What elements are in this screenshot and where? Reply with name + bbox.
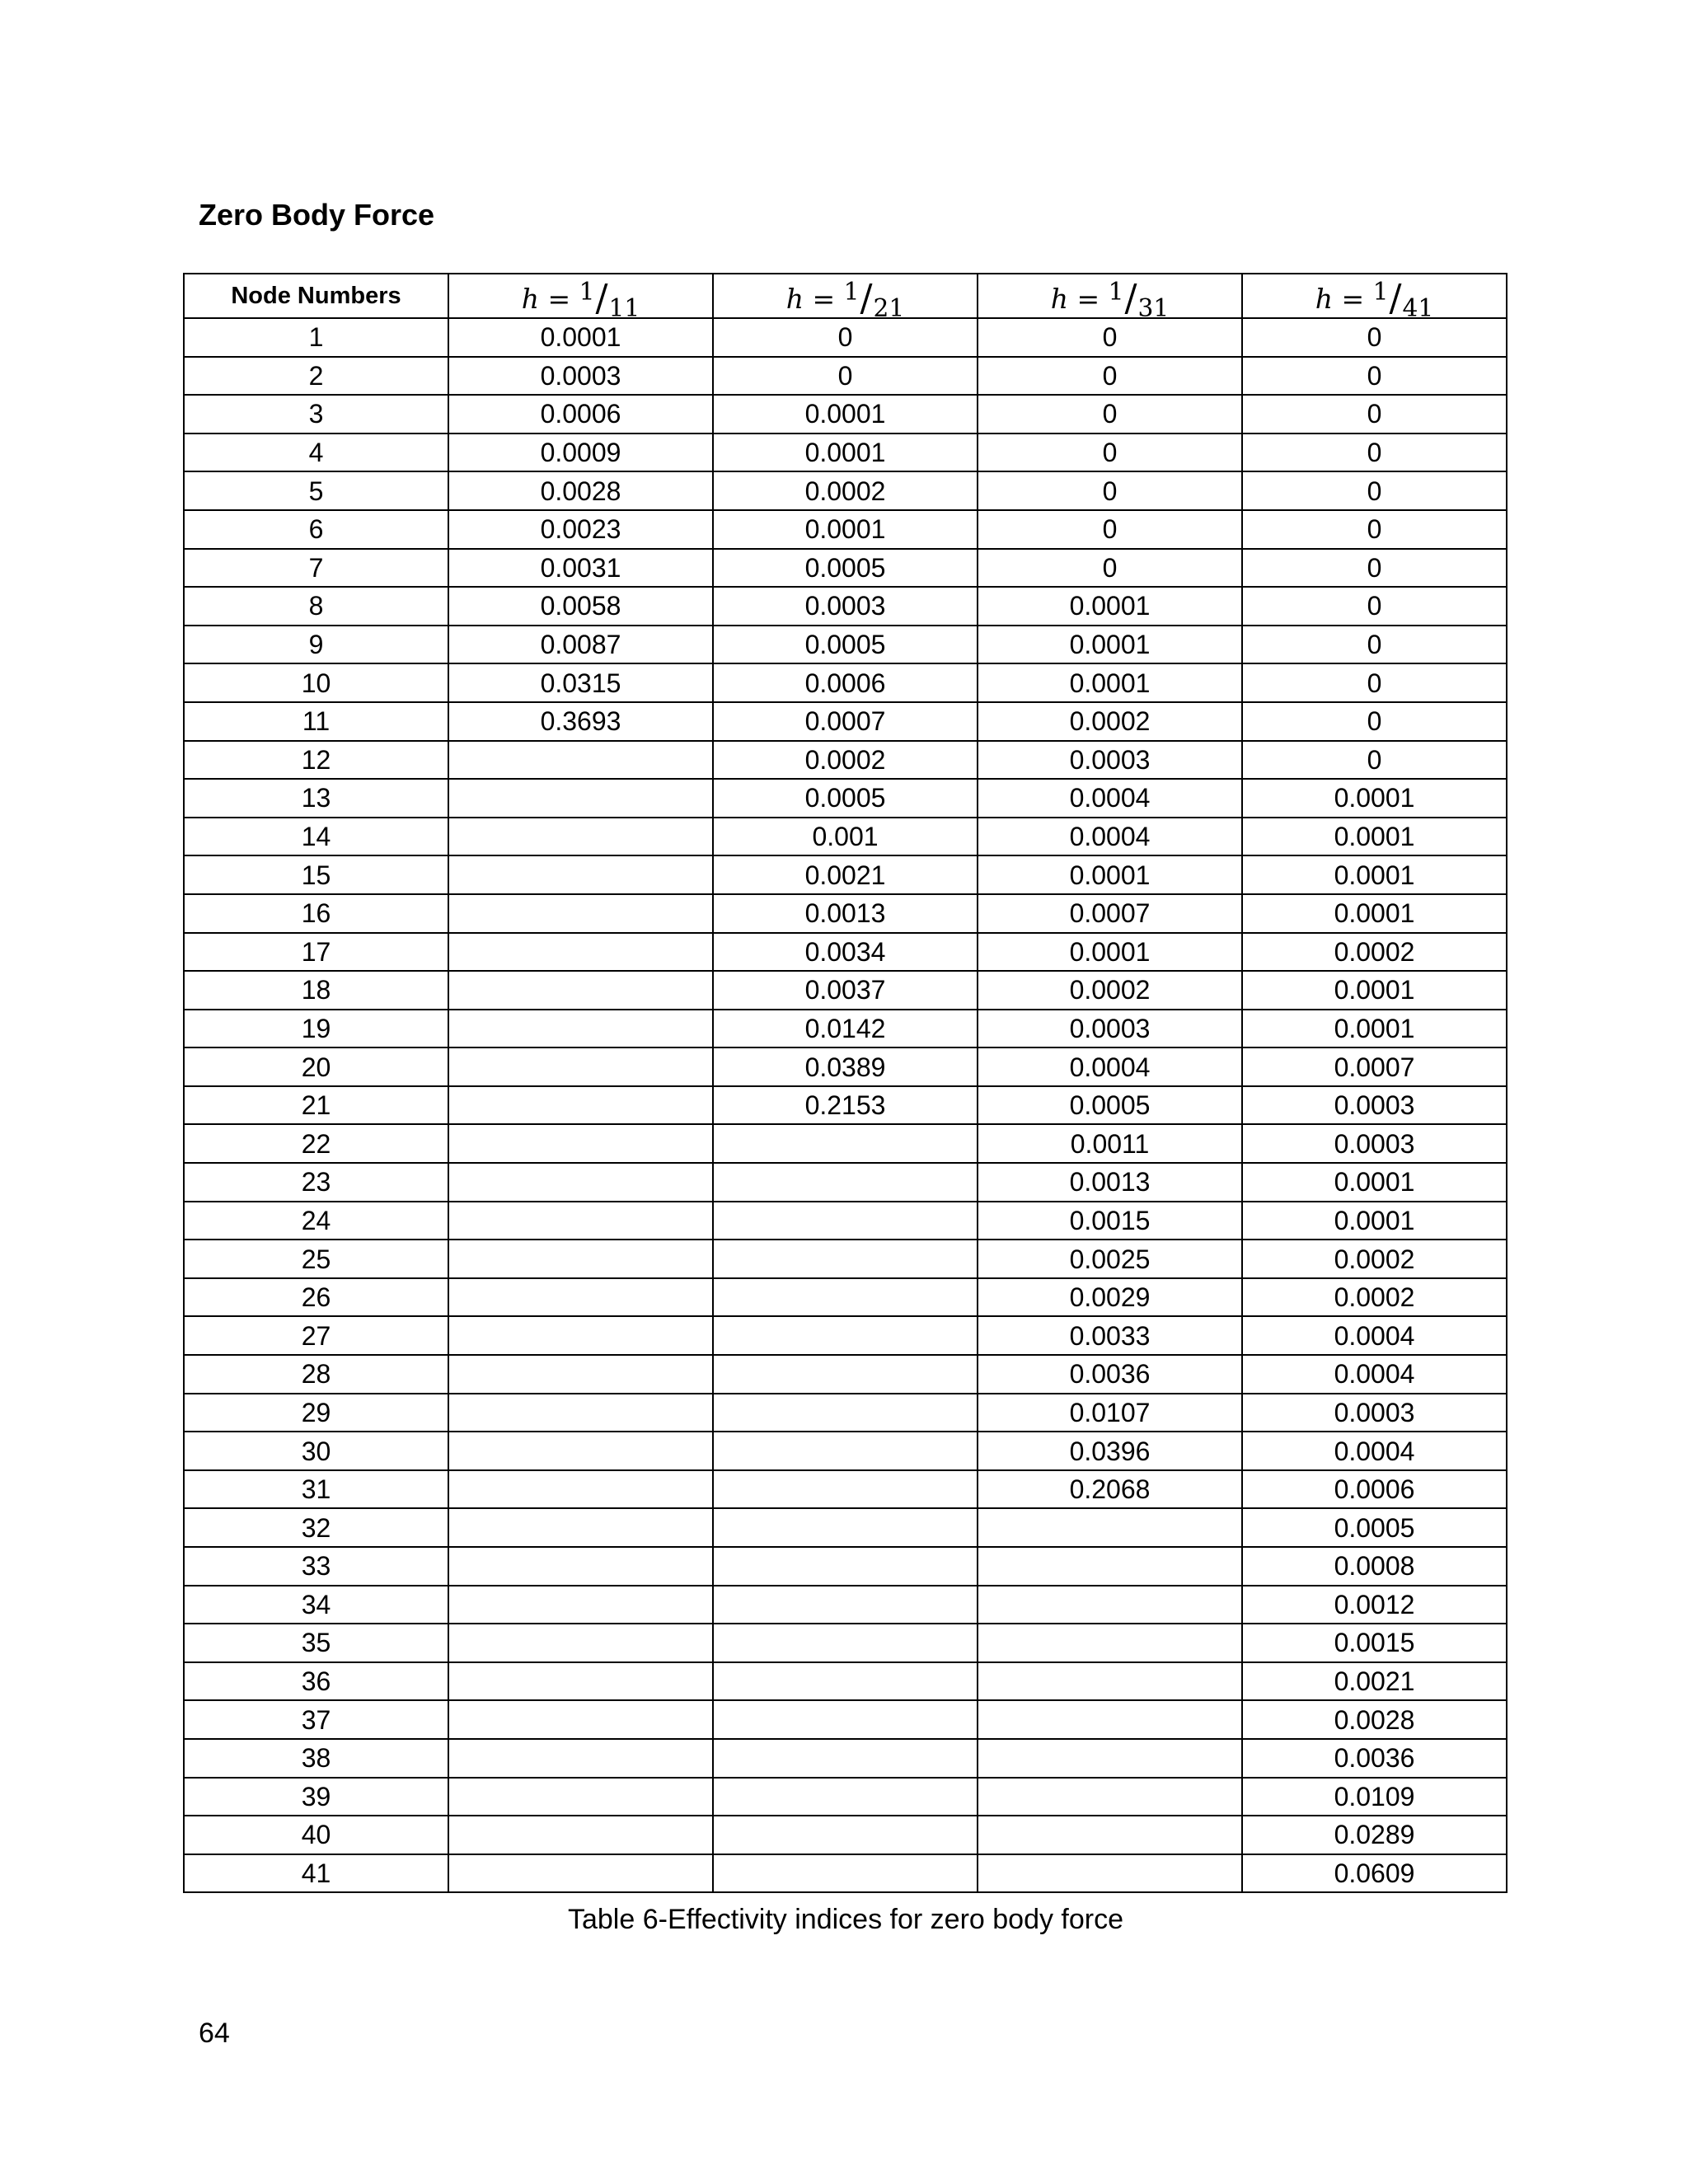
node-number-cell: 35 [184, 1624, 448, 1662]
table-row [184, 1586, 1507, 1624]
value-cell-h41: 0 [1242, 741, 1507, 780]
value-cell-h41: 0.0002 [1242, 1240, 1507, 1278]
value-cell-h41: 0.0012 [1242, 1586, 1507, 1624]
fraction-numerator: 1 [1372, 277, 1389, 307]
value-cell-h11 [448, 1739, 713, 1778]
table-row [184, 663, 1507, 702]
value-cell-h11: 0.3693 [448, 702, 713, 741]
value-cell-h31: 0.0001 [978, 855, 1242, 894]
value-cell-h21: 0 [713, 357, 978, 396]
table-row [184, 1739, 1507, 1778]
node-number-cell: 29 [184, 1394, 448, 1432]
value-cell-h31 [978, 1739, 1242, 1778]
value-cell-h31: 0.0005 [978, 1086, 1242, 1125]
value-cell-h31: 0.0001 [978, 626, 1242, 664]
value-cell-h31: 0 [978, 318, 1242, 357]
table-row [184, 626, 1507, 664]
value-cell-h41: 0.0003 [1242, 1124, 1507, 1163]
table-row [184, 1010, 1507, 1048]
value-cell-h41: 0 [1242, 626, 1507, 664]
value-cell-h21: 0.0037 [713, 971, 978, 1010]
equals-sign: = [1067, 283, 1109, 315]
value-cell-h11 [448, 1700, 713, 1739]
value-cell-h11 [448, 1662, 713, 1701]
value-cell-h21 [713, 1124, 978, 1163]
value-cell-h31: 0 [978, 510, 1242, 549]
value-cell-h41: 0.0006 [1242, 1470, 1507, 1509]
fraction-slash: / [860, 276, 873, 318]
value-cell-h31: 0.0004 [978, 779, 1242, 818]
value-cell-h31: 0.0015 [978, 1202, 1242, 1240]
value-cell-h21: 0.0006 [713, 663, 978, 702]
value-cell-h41: 0.0005 [1242, 1508, 1507, 1547]
value-cell-h11: 0.0006 [448, 395, 713, 434]
value-cell-h11 [448, 1778, 713, 1816]
value-cell-h21: 0.0142 [713, 1010, 978, 1048]
value-cell-h21 [713, 1586, 978, 1624]
value-cell-h21 [713, 1662, 978, 1701]
value-cell-h21 [713, 1700, 978, 1739]
h-variable: h [1315, 283, 1333, 315]
effectivity-table-container [183, 273, 1507, 1893]
table-row [184, 1163, 1507, 1202]
value-cell-h31: 0.0396 [978, 1432, 1242, 1470]
table-row [184, 1240, 1507, 1278]
node-number-cell: 11 [184, 702, 448, 741]
node-number-cell: 17 [184, 933, 448, 972]
fraction-numerator: 1 [579, 277, 595, 307]
node-number-cell: 41 [184, 1854, 448, 1893]
value-cell-h21 [713, 1240, 978, 1278]
node-number-cell: 23 [184, 1163, 448, 1202]
value-cell-h11 [448, 1278, 713, 1317]
fraction-denominator: 31 [1137, 293, 1170, 318]
value-cell-h11 [448, 1355, 713, 1394]
value-cell-h41: 0 [1242, 549, 1507, 588]
value-cell-h21 [713, 1547, 978, 1586]
node-number-cell: 15 [184, 855, 448, 894]
table-row [184, 1394, 1507, 1432]
value-cell-h21 [713, 1278, 978, 1317]
value-cell-h21 [713, 1394, 978, 1432]
value-cell-h21: 0.0002 [713, 741, 978, 780]
value-cell-h41: 0.0028 [1242, 1700, 1507, 1739]
value-cell-h21: 0.0389 [713, 1047, 978, 1086]
equals-sign: = [538, 283, 579, 315]
table-row [184, 395, 1507, 434]
node-number-cell: 8 [184, 587, 448, 626]
h-variable: h [785, 283, 804, 315]
fraction-numerator: 1 [1108, 277, 1124, 307]
table-row [184, 1624, 1507, 1662]
value-cell-h11 [448, 1124, 713, 1163]
value-cell-h31 [978, 1700, 1242, 1739]
header-row [184, 274, 1507, 318]
table-row [184, 702, 1507, 741]
value-cell-h21 [713, 1508, 978, 1547]
value-cell-h21: 0.001 [713, 818, 978, 856]
table-row [184, 510, 1507, 549]
value-cell-h41: 0.0021 [1242, 1662, 1507, 1701]
value-cell-h11 [448, 1163, 713, 1202]
value-cell-h31: 0 [978, 471, 1242, 510]
value-cell-h11 [448, 1508, 713, 1547]
value-cell-h21: 0.0007 [713, 702, 978, 741]
node-number-cell: 40 [184, 1816, 448, 1854]
value-cell-h31: 0.0001 [978, 933, 1242, 972]
node-number-cell: 2 [184, 357, 448, 396]
value-cell-h21: 0.0003 [713, 587, 978, 626]
step-size-header-h41 [1242, 274, 1507, 318]
table-row [184, 1854, 1507, 1893]
value-cell-h41: 0 [1242, 587, 1507, 626]
node-number-cell: 36 [184, 1662, 448, 1701]
node-number-cell: 25 [184, 1240, 448, 1278]
node-number-cell: 28 [184, 1355, 448, 1394]
value-cell-h31 [978, 1778, 1242, 1816]
value-cell-h41: 0.0001 [1242, 818, 1507, 856]
page-number: 64 [199, 2018, 230, 2049]
table-row [184, 1047, 1507, 1086]
h-variable: h [521, 283, 539, 315]
value-cell-h21 [713, 1355, 978, 1394]
table-row [184, 357, 1507, 396]
table-row [184, 549, 1507, 588]
node-number-cell: 21 [184, 1086, 448, 1125]
node-number-cell: 24 [184, 1202, 448, 1240]
value-cell-h11 [448, 1854, 713, 1893]
value-cell-h31: 0.0025 [978, 1240, 1242, 1278]
value-cell-h11 [448, 971, 713, 1010]
value-cell-h41: 0.0109 [1242, 1778, 1507, 1816]
table-row [184, 471, 1507, 510]
node-number-cell: 37 [184, 1700, 448, 1739]
value-cell-h31: 0.0013 [978, 1163, 1242, 1202]
table-row [184, 1316, 1507, 1355]
value-cell-h31 [978, 1624, 1242, 1662]
value-cell-h21 [713, 1470, 978, 1509]
value-cell-h41: 0 [1242, 357, 1507, 396]
value-cell-h21: 0.0005 [713, 626, 978, 664]
value-cell-h31: 0.0007 [978, 894, 1242, 933]
value-cell-h31: 0.0002 [978, 971, 1242, 1010]
value-cell-h11 [448, 933, 713, 972]
value-cell-h21: 0.0021 [713, 855, 978, 894]
table-row [184, 1816, 1507, 1854]
table-row [184, 933, 1507, 972]
value-cell-h11 [448, 855, 713, 894]
table-row [184, 1470, 1507, 1509]
value-cell-h11: 0.0028 [448, 471, 713, 510]
node-number-cell: 7 [184, 549, 448, 588]
value-cell-h31 [978, 1816, 1242, 1854]
node-number-cell: 4 [184, 434, 448, 472]
step-size-header-h21 [713, 274, 978, 318]
value-cell-h21: 0.0034 [713, 933, 978, 972]
value-cell-h31: 0.0003 [978, 1010, 1242, 1048]
value-cell-h31: 0.0029 [978, 1278, 1242, 1317]
value-cell-h21: 0.0013 [713, 894, 978, 933]
value-cell-h31: 0.0011 [978, 1124, 1242, 1163]
value-cell-h11: 0.0023 [448, 510, 713, 549]
value-cell-h41: 0 [1242, 318, 1507, 357]
value-cell-h21: 0.2153 [713, 1086, 978, 1125]
table-row [184, 894, 1507, 933]
table-row [184, 855, 1507, 894]
fraction-denominator: 41 [1402, 293, 1434, 318]
value-cell-h41: 0.0036 [1242, 1739, 1507, 1778]
node-number-cell: 38 [184, 1739, 448, 1778]
value-cell-h41: 0 [1242, 434, 1507, 472]
value-cell-h21 [713, 1739, 978, 1778]
value-cell-h31 [978, 1854, 1242, 1893]
node-number-cell: 32 [184, 1508, 448, 1547]
value-cell-h11 [448, 818, 713, 856]
table-row [184, 818, 1507, 856]
value-cell-h11 [448, 1432, 713, 1470]
section-heading: Zero Body Force [199, 198, 435, 232]
value-cell-h31: 0.0001 [978, 663, 1242, 702]
fraction-slash: / [595, 276, 608, 318]
value-cell-h41: 0.0004 [1242, 1316, 1507, 1355]
value-cell-h11: 0.0003 [448, 357, 713, 396]
value-cell-h31 [978, 1547, 1242, 1586]
value-cell-h11 [448, 1547, 713, 1586]
value-cell-h41: 0.0004 [1242, 1432, 1507, 1470]
table-row [184, 434, 1507, 472]
value-cell-h11 [448, 1394, 713, 1432]
node-number-cell: 16 [184, 894, 448, 933]
value-cell-h11 [448, 1086, 713, 1125]
value-cell-h41: 0 [1242, 663, 1507, 702]
table-row [184, 1508, 1507, 1547]
equals-sign: = [803, 283, 844, 315]
table-body [184, 318, 1507, 1892]
node-number-cell: 12 [184, 741, 448, 780]
value-cell-h11 [448, 779, 713, 818]
table-header [184, 274, 1507, 318]
value-cell-h31: 0 [978, 549, 1242, 588]
node-numbers-header: Node Numbers [184, 274, 448, 318]
value-cell-h31 [978, 1586, 1242, 1624]
value-cell-h31 [978, 1508, 1242, 1547]
value-cell-h41: 0.0609 [1242, 1854, 1507, 1893]
table-row [184, 1124, 1507, 1163]
node-number-cell: 27 [184, 1316, 448, 1355]
table-row [184, 1662, 1507, 1701]
value-cell-h11 [448, 1047, 713, 1086]
node-number-cell: 39 [184, 1778, 448, 1816]
value-cell-h11 [448, 1624, 713, 1662]
value-cell-h21 [713, 1316, 978, 1355]
value-cell-h11 [448, 1316, 713, 1355]
value-cell-h21: 0.0005 [713, 549, 978, 588]
fraction-denominator: 11 [608, 293, 640, 318]
node-number-cell: 1 [184, 318, 448, 357]
value-cell-h21 [713, 1163, 978, 1202]
value-cell-h11 [448, 1202, 713, 1240]
value-cell-h21 [713, 1624, 978, 1662]
node-number-cell: 20 [184, 1047, 448, 1086]
value-cell-h41: 0.0001 [1242, 1163, 1507, 1202]
value-cell-h41: 0.0008 [1242, 1547, 1507, 1586]
value-cell-h41: 0 [1242, 510, 1507, 549]
value-cell-h21 [713, 1854, 978, 1893]
step-size-header-h31 [978, 274, 1242, 318]
value-cell-h41: 0.0002 [1242, 933, 1507, 972]
node-number-cell: 5 [184, 471, 448, 510]
fraction-numerator: 1 [843, 277, 860, 307]
value-cell-h21: 0 [713, 318, 978, 357]
node-number-cell: 30 [184, 1432, 448, 1470]
value-cell-h41: 0.0015 [1242, 1624, 1507, 1662]
value-cell-h31: 0.0003 [978, 741, 1242, 780]
node-number-cell: 9 [184, 626, 448, 664]
value-cell-h41: 0.0001 [1242, 855, 1507, 894]
value-cell-h31: 0.0036 [978, 1355, 1242, 1394]
table-row [184, 1086, 1507, 1125]
table-row [184, 1202, 1507, 1240]
value-cell-h21: 0.0001 [713, 434, 978, 472]
node-number-cell: 22 [184, 1124, 448, 1163]
node-number-cell: 18 [184, 971, 448, 1010]
table-row [184, 1778, 1507, 1816]
value-cell-h31: 0.0107 [978, 1394, 1242, 1432]
value-cell-h41: 0 [1242, 702, 1507, 741]
node-number-cell: 10 [184, 663, 448, 702]
value-cell-h41: 0.0004 [1242, 1355, 1507, 1394]
table-row [184, 1355, 1507, 1394]
table-row [184, 587, 1507, 626]
value-cell-h11: 0.0001 [448, 318, 713, 357]
value-cell-h41: 0.0001 [1242, 1010, 1507, 1048]
value-cell-h31: 0 [978, 434, 1242, 472]
value-cell-h31: 0 [978, 395, 1242, 434]
value-cell-h41: 0.0002 [1242, 1278, 1507, 1317]
value-cell-h11 [448, 1470, 713, 1509]
node-number-cell: 31 [184, 1470, 448, 1509]
table-row [184, 741, 1507, 780]
table-row [184, 971, 1507, 1010]
fraction-denominator: 21 [873, 293, 905, 318]
node-number-cell: 19 [184, 1010, 448, 1048]
fraction-slash: / [1389, 276, 1402, 318]
value-cell-h11 [448, 1240, 713, 1278]
h-variable: h [1050, 283, 1068, 315]
value-cell-h11 [448, 894, 713, 933]
value-cell-h21 [713, 1202, 978, 1240]
value-cell-h41: 0.0007 [1242, 1047, 1507, 1086]
value-cell-h11 [448, 741, 713, 780]
value-cell-h41: 0.0001 [1242, 894, 1507, 933]
value-cell-h11 [448, 1010, 713, 1048]
value-cell-h11 [448, 1816, 713, 1854]
value-cell-h21 [713, 1778, 978, 1816]
value-cell-h21: 0.0005 [713, 779, 978, 818]
value-cell-h11: 0.0009 [448, 434, 713, 472]
value-cell-h41: 0.0001 [1242, 779, 1507, 818]
value-cell-h31: 0.0001 [978, 587, 1242, 626]
value-cell-h31: 0.0002 [978, 702, 1242, 741]
value-cell-h21: 0.0001 [713, 395, 978, 434]
node-number-cell: 26 [184, 1278, 448, 1317]
value-cell-h41: 0.0003 [1242, 1086, 1507, 1125]
fraction-slash: / [1124, 276, 1137, 318]
node-number-cell: 14 [184, 818, 448, 856]
value-cell-h21 [713, 1432, 978, 1470]
table-row [184, 1432, 1507, 1470]
value-cell-h31: 0.2068 [978, 1470, 1242, 1509]
value-cell-h41: 0.0003 [1242, 1394, 1507, 1432]
value-cell-h41: 0.0289 [1242, 1816, 1507, 1854]
value-cell-h31: 0.0033 [978, 1316, 1242, 1355]
value-cell-h21: 0.0001 [713, 510, 978, 549]
effectivity-table [183, 273, 1507, 1893]
value-cell-h21: 0.0002 [713, 471, 978, 510]
value-cell-h31 [978, 1662, 1242, 1701]
value-cell-h11: 0.0087 [448, 626, 713, 664]
value-cell-h31: 0.0004 [978, 1047, 1242, 1086]
node-number-cell: 6 [184, 510, 448, 549]
table-row [184, 779, 1507, 818]
table-row [184, 1700, 1507, 1739]
value-cell-h11: 0.0315 [448, 663, 713, 702]
value-cell-h11: 0.0058 [448, 587, 713, 626]
equals-sign: = [1332, 283, 1373, 315]
table-caption: Table 6-Effectivity indices for zero body force [567, 1904, 1124, 1935]
table-row [184, 1278, 1507, 1317]
node-number-cell: 34 [184, 1586, 448, 1624]
value-cell-h41: 0.0001 [1242, 971, 1507, 1010]
node-number-cell: 3 [184, 395, 448, 434]
value-cell-h21 [713, 1816, 978, 1854]
step-size-header-h11 [448, 274, 713, 318]
value-cell-h11 [448, 1586, 713, 1624]
node-number-cell: 13 [184, 779, 448, 818]
value-cell-h41: 0 [1242, 395, 1507, 434]
table-row [184, 1547, 1507, 1586]
value-cell-h31: 0.0004 [978, 818, 1242, 856]
value-cell-h31: 0 [978, 357, 1242, 396]
value-cell-h11: 0.0031 [448, 549, 713, 588]
value-cell-h41: 0.0001 [1242, 1202, 1507, 1240]
value-cell-h41: 0 [1242, 471, 1507, 510]
table-row [184, 318, 1507, 357]
node-number-cell: 33 [184, 1547, 448, 1586]
